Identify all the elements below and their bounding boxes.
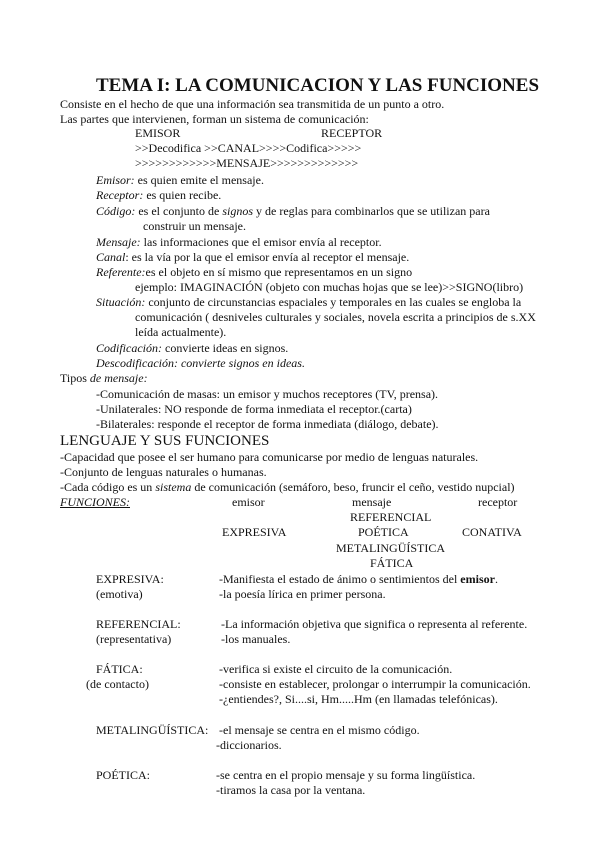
- def-referente: [96, 265, 412, 280]
- def-codigo-cont: construir un mensaje.: [143, 219, 246, 233]
- lenguaje-text: -Cada código es un: [60, 480, 156, 494]
- def-text: y de reglas para combinarlos que se utilizan para: [253, 204, 490, 218]
- detail-fatica-alt: (de contacto): [86, 677, 149, 691]
- detail-expresiva-alt: (emotiva): [96, 587, 143, 601]
- tipos-label: [60, 371, 148, 386]
- def-term: Código:: [96, 204, 136, 218]
- funcion-fatica: FÁTICA: [370, 556, 414, 570]
- def-receptor: [96, 188, 221, 203]
- def-term: Canal: [96, 250, 126, 264]
- detail-fatica-d2: -consiste en establecer, prolongar o interrumpir la comunicación.: [219, 677, 531, 691]
- def-text: conjunto de circunstancias espaciales y temporales en las cuales se engloba la: [145, 295, 522, 309]
- detail-poetica-d1: -se centra en el propio mensaje y su forma lingüística.: [216, 768, 476, 782]
- detail-poetica-d2: -tiramos la casa por la ventana.: [216, 783, 366, 797]
- def-emphasis: signos: [222, 204, 254, 218]
- def-text: : es la vía por la que el emisor envía al receptor el mensaje.: [125, 250, 410, 264]
- detail-metalinguistica-d1: -el mensaje se centra en el mismo código.: [219, 723, 420, 737]
- detail-referencial-d1: -La información objetiva que significa o representa al referente.: [221, 617, 528, 631]
- detail-metalinguistica-name: METALINGÜÍSTICA:: [96, 723, 209, 737]
- schema-row-mensaje: >>>>>>>>>>>>MENSAJE>>>>>>>>>>>>>: [135, 156, 359, 170]
- def-mensaje: [96, 235, 382, 250]
- detail-referencial-d2: -los manuales.: [221, 632, 291, 646]
- schema-emisor: EMISOR: [135, 126, 181, 140]
- lenguaje-line-1: -Capacidad que posee el ser humano para comunicarse por medio de lenguas naturales.: [60, 450, 479, 464]
- funciones-receptor: receptor: [478, 495, 518, 509]
- def-situacion-cont-2: leída actualmente).: [135, 325, 227, 339]
- detail-referencial-name: REFERENCIAL:: [96, 617, 181, 631]
- section-heading: LENGUAJE Y SUS FUNCIONES: [60, 433, 270, 449]
- def-text: es el objeto en sí mismo que representamos en un signo: [145, 265, 413, 279]
- detail-emphasis: emisor: [460, 572, 495, 586]
- schema-receptor: RECEPTOR: [321, 126, 383, 140]
- def-term: Mensaje:: [96, 235, 141, 249]
- def-descodificacion: Descodificación: convierte signos en ideas.: [96, 356, 305, 370]
- detail-expresiva-name: EXPRESIVA:: [96, 572, 164, 586]
- lenguaje-text: de comunicación (semáforo, beso, fruncir el ceño, vestido nupcial): [191, 480, 515, 494]
- tipos-label-b: de mensaje:: [89, 371, 148, 385]
- def-text: convierte ideas en signos.: [162, 341, 289, 355]
- funciones-mensaje: mensaje: [352, 495, 392, 509]
- funciones-emisor: emisor: [232, 495, 265, 509]
- tipos-item: -Unilaterales: NO responde de forma inmediata el receptor.(carta): [96, 402, 412, 416]
- def-referente-cont: ejemplo: IMAGINACIÓN (objeto con muchas hojas que se lee)>>SIGNO(libro): [135, 280, 524, 294]
- funcion-referencial: REFERENCIAL: [350, 510, 432, 524]
- detail-poetica-name: POÉTICA:: [96, 768, 150, 782]
- def-codificacion: [96, 341, 288, 356]
- def-codigo: [96, 204, 490, 219]
- detail-text: -Manifiesta el estado de ánimo o sentimientos del: [219, 572, 461, 586]
- schema-row-canal: >>Decodifica >>CANAL>>>>Codifica>>>>>: [135, 141, 362, 155]
- detail-text: .: [494, 572, 498, 586]
- def-text: es el conjunto de: [135, 204, 223, 218]
- def-situacion-cont-1: comunicación ( desniveles culturales y sociales, novela escrita a principios de s.XX: [135, 310, 536, 324]
- detail-expresiva-d2: -la poesía lírica en primer persona.: [219, 587, 386, 601]
- def-text: es quien emite el mensaje.: [134, 173, 264, 187]
- funciones-label: FUNCIONES:: [60, 495, 130, 509]
- def-term: Codificación:: [96, 341, 162, 355]
- lenguaje-line-2: -Conjunto de lenguas naturales o humanas.: [60, 465, 267, 479]
- def-text: es quien recibe.: [143, 188, 222, 202]
- detail-fatica-name: FÁTICA:: [96, 662, 143, 676]
- intro-line-1: Consiste en el hecho de que una información sea transmitida de un punto a otro.: [60, 97, 445, 111]
- def-situacion: [96, 295, 521, 310]
- tipos-label-a: Tipos: [60, 371, 90, 385]
- def-term: Emisor:: [96, 173, 135, 187]
- def-canal: [96, 250, 409, 265]
- def-text: las informaciones que el emisor envía al receptor.: [140, 235, 382, 249]
- def-emisor: [96, 173, 264, 188]
- funcion-poetica: POÉTICA: [358, 525, 409, 539]
- tipos-item: -Comunicación de masas: un emisor y muchos receptores (TV, prensa).: [96, 387, 439, 401]
- detail-referencial-alt: (representativa): [96, 632, 172, 646]
- detail-expresiva-d1: [219, 572, 498, 587]
- detail-metalinguistica-d2: -diccionarios.: [216, 738, 282, 752]
- funcion-metalinguistica: METALINGÜÍSTICA: [336, 541, 446, 555]
- tipos-item: -Bilaterales: responde el receptor de forma inmediata (diálogo, debate).: [96, 417, 439, 431]
- funcion-expresiva: EXPRESIVA: [222, 525, 287, 539]
- funcion-conativa: CONATIVA: [462, 525, 522, 539]
- def-term: Situación:: [96, 295, 146, 309]
- detail-fatica-d1: -verifica si existe el circuito de la comunicación.: [219, 662, 453, 676]
- def-term: Receptor:: [96, 188, 144, 202]
- def-term: Referente:: [96, 265, 146, 279]
- lenguaje-emphasis: sistema: [155, 480, 192, 494]
- detail-fatica-d3: -¿entiendes?, Si....si, Hm.....Hm (en llamadas telefónicas).: [219, 692, 498, 706]
- intro-line-2: Las partes que intervienen, forman un sistema de comunicación:: [60, 112, 369, 126]
- page-title: TEMA I: LA COMUNICACION Y LAS FUNCIONES: [96, 75, 540, 96]
- lenguaje-line-3: [60, 480, 515, 495]
